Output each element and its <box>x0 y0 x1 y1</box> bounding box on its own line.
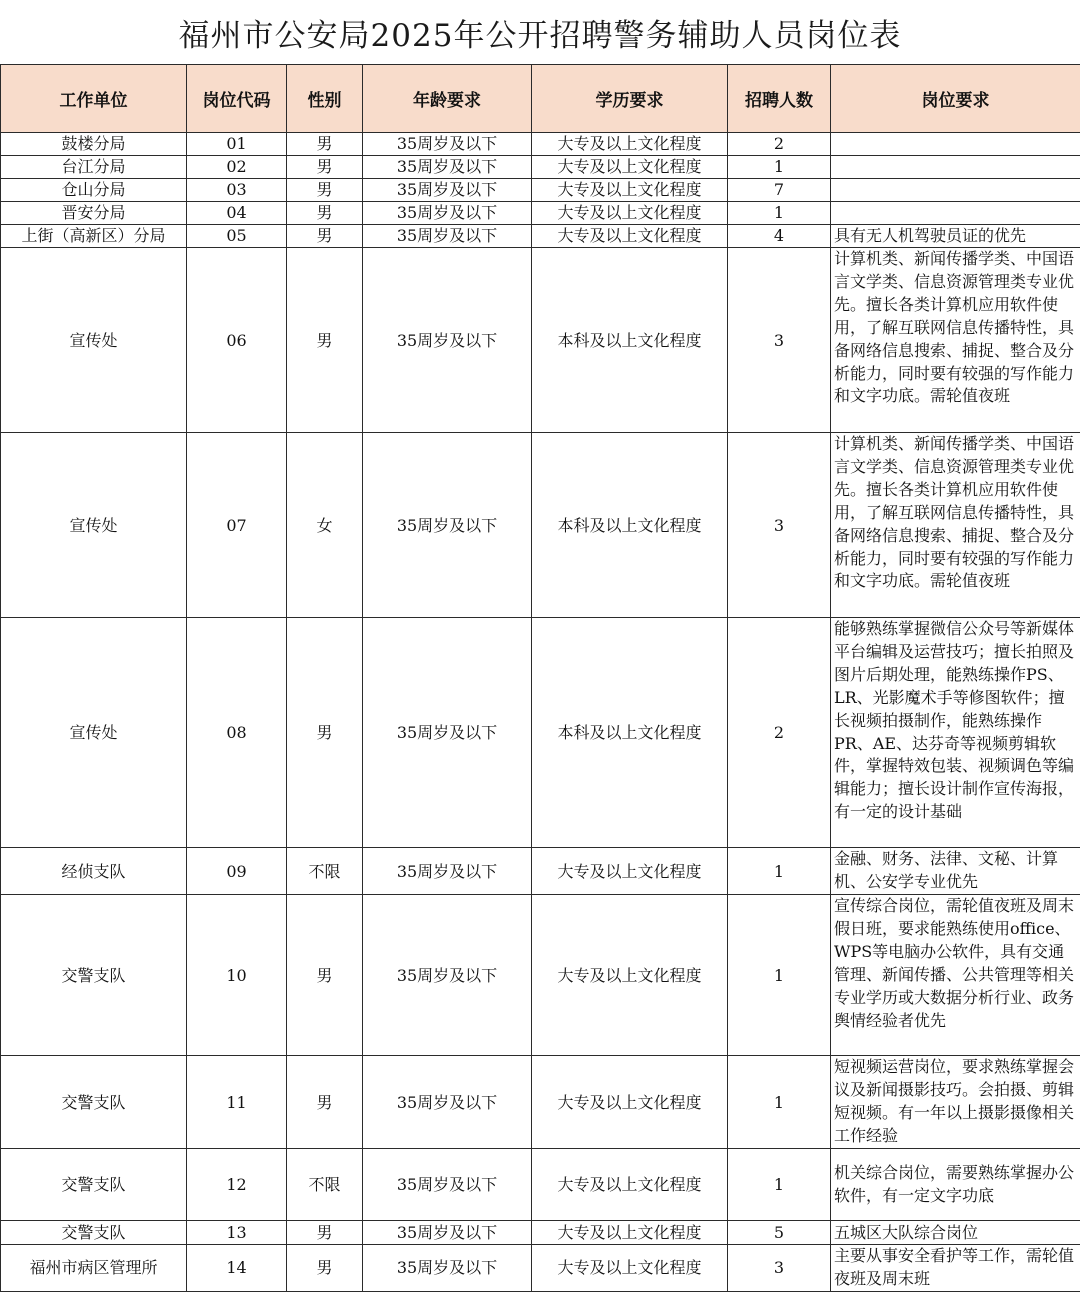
cell-requirements: 机关综合岗位，需要熟练掌握办公软件，有一定文字功底 <box>831 1149 1080 1221</box>
cell-gender: 男 <box>287 248 363 433</box>
cell-age: 35周岁及以下 <box>363 248 532 433</box>
cell-gender: 不限 <box>287 848 363 895</box>
cell-age: 35周岁及以下 <box>363 618 532 848</box>
table-header-row <box>1 65 1080 133</box>
cell-requirements: 具有无人机驾驶员证的优先 <box>831 225 1080 248</box>
cell-age: 35周岁及以下 <box>363 156 532 179</box>
positions-table <box>0 64 1080 1292</box>
cell-age: 35周岁及以下 <box>363 1149 532 1221</box>
cell-unit: 交警支队 <box>1 1221 187 1245</box>
cell-requirements: 计算机类、新闻传播学类、中国语言文学类、信息资源管理类专业优先。擅长各类计算机应用软件使用，了解互联网信息传播特性，具备网络信息搜索、捕捉、整合及分析能力，同时要有较强的写作能力和文字功底。需轮值夜班 <box>831 248 1080 433</box>
cell-requirements <box>831 133 1080 156</box>
cell-requirements: 短视频运营岗位，要求熟练掌握会议及新闻摄影技巧。会拍摄、剪辑短视频。有一年以上摄影摄像相关工作经验 <box>831 1056 1080 1149</box>
cell-age: 35周岁及以下 <box>363 202 532 225</box>
cell-count: 1 <box>728 848 831 895</box>
header-count: 招聘人数 <box>728 65 831 133</box>
cell-unit: 晋安分局 <box>1 202 187 225</box>
cell-gender: 男 <box>287 225 363 248</box>
cell-unit: 台江分局 <box>1 156 187 179</box>
cell-requirements <box>831 202 1080 225</box>
table-row <box>1 179 1080 202</box>
cell-count: 1 <box>728 156 831 179</box>
table-row <box>1 1245 1080 1292</box>
cell-count: 1 <box>728 202 831 225</box>
cell-education: 大专及以上文化程度 <box>532 225 728 248</box>
header-code: 岗位代码 <box>187 65 287 133</box>
table-row <box>1 618 1080 848</box>
cell-count: 2 <box>728 618 831 848</box>
cell-code: 10 <box>187 895 287 1056</box>
cell-unit: 宣传处 <box>1 433 187 618</box>
cell-education: 本科及以上文化程度 <box>532 433 728 618</box>
header-requirements: 岗位要求 <box>831 65 1080 133</box>
cell-unit: 交警支队 <box>1 1056 187 1149</box>
cell-count: 2 <box>728 133 831 156</box>
cell-unit: 鼓楼分局 <box>1 133 187 156</box>
cell-age: 35周岁及以下 <box>363 1245 532 1292</box>
cell-requirements: 五城区大队综合岗位 <box>831 1221 1080 1245</box>
cell-unit: 福州市病区管理所 <box>1 1245 187 1292</box>
cell-gender: 男 <box>287 179 363 202</box>
table-row <box>1 156 1080 179</box>
cell-code: 11 <box>187 1056 287 1149</box>
cell-unit: 宣传处 <box>1 248 187 433</box>
cell-education: 大专及以上文化程度 <box>532 1056 728 1149</box>
cell-age: 35周岁及以下 <box>363 1221 532 1245</box>
cell-code: 06 <box>187 248 287 433</box>
cell-gender: 男 <box>287 1245 363 1292</box>
cell-education: 大专及以上文化程度 <box>532 895 728 1056</box>
cell-code: 09 <box>187 848 287 895</box>
cell-count: 5 <box>728 1221 831 1245</box>
cell-education: 大专及以上文化程度 <box>532 202 728 225</box>
cell-unit: 交警支队 <box>1 1149 187 1221</box>
cell-age: 35周岁及以下 <box>363 225 532 248</box>
cell-age: 35周岁及以下 <box>363 433 532 618</box>
cell-education: 大专及以上文化程度 <box>532 848 728 895</box>
cell-code: 03 <box>187 179 287 202</box>
cell-count: 3 <box>728 1245 831 1292</box>
table-row <box>1 1221 1080 1245</box>
table-row <box>1 202 1080 225</box>
cell-requirements: 计算机类、新闻传播学类、中国语言文学类、信息资源管理类专业优先。擅长各类计算机应用软件使用，了解互联网信息传播特性，具备网络信息搜索、捕捉、整合及分析能力，同时要有较强的写作能力和文字功底。需轮值夜班 <box>831 433 1080 618</box>
cell-code: 01 <box>187 133 287 156</box>
cell-education: 本科及以上文化程度 <box>532 248 728 433</box>
header-unit: 工作单位 <box>1 65 187 133</box>
cell-unit: 仓山分局 <box>1 179 187 202</box>
cell-count: 1 <box>728 1056 831 1149</box>
cell-age: 35周岁及以下 <box>363 133 532 156</box>
cell-gender: 男 <box>287 1221 363 1245</box>
cell-requirements <box>831 179 1080 202</box>
cell-code: 05 <box>187 225 287 248</box>
cell-age: 35周岁及以下 <box>363 179 532 202</box>
cell-unit: 经侦支队 <box>1 848 187 895</box>
cell-education: 本科及以上文化程度 <box>532 618 728 848</box>
cell-gender: 男 <box>287 1056 363 1149</box>
cell-education: 大专及以上文化程度 <box>532 1221 728 1245</box>
cell-code: 13 <box>187 1221 287 1245</box>
cell-code: 08 <box>187 618 287 848</box>
header-age: 年龄要求 <box>363 65 532 133</box>
cell-count: 3 <box>728 433 831 618</box>
cell-gender: 男 <box>287 133 363 156</box>
cell-gender: 不限 <box>287 1149 363 1221</box>
cell-gender: 男 <box>287 156 363 179</box>
cell-requirements: 金融、财务、法律、文秘、计算机、公安学专业优先 <box>831 848 1080 895</box>
cell-requirements: 宣传综合岗位，需轮值夜班及周末假日班，要求能熟练使用office、WPS等电脑办公软件，具有交通管理、新闻传播、公共管理等相关专业学历或大数据分析行业、政务舆情经验者优先 <box>831 895 1080 1056</box>
cell-count: 4 <box>728 225 831 248</box>
table-row <box>1 433 1080 618</box>
cell-gender: 男 <box>287 618 363 848</box>
cell-education: 大专及以上文化程度 <box>532 1149 728 1221</box>
cell-count: 3 <box>728 248 831 433</box>
cell-gender: 男 <box>287 202 363 225</box>
table-row <box>1 1149 1080 1221</box>
cell-code: 04 <box>187 202 287 225</box>
cell-unit: 交警支队 <box>1 895 187 1056</box>
cell-requirements <box>831 156 1080 179</box>
table-row <box>1 225 1080 248</box>
cell-age: 35周岁及以下 <box>363 848 532 895</box>
cell-code: 07 <box>187 433 287 618</box>
cell-age: 35周岁及以下 <box>363 1056 532 1149</box>
cell-code: 12 <box>187 1149 287 1221</box>
cell-gender: 男 <box>287 895 363 1056</box>
cell-count: 1 <box>728 895 831 1056</box>
cell-unit: 上街（高新区）分局 <box>1 225 187 248</box>
header-education: 学历要求 <box>532 65 728 133</box>
cell-requirements: 能够熟练掌握微信公众号等新媒体平台编辑及运营技巧；擅长拍照及图片后期处理，能熟练操作PS、LR、光影魔术手等修图软件；擅长视频拍摄制作，能熟练操作PR、AE、达芬奇等视频剪辑软件，掌握特效包装、视频调色等编辑能力；擅长设计制作宣传海报，有一定的设计基础 <box>831 618 1080 848</box>
cell-education: 大专及以上文化程度 <box>532 179 728 202</box>
page-title: 福州市公安局2025年公开招聘警务辅助人员岗位表 <box>0 0 1080 64</box>
table-row <box>1 1056 1080 1149</box>
cell-count: 7 <box>728 179 831 202</box>
table-row <box>1 848 1080 895</box>
cell-code: 14 <box>187 1245 287 1292</box>
table-row <box>1 248 1080 433</box>
header-gender: 性别 <box>287 65 363 133</box>
cell-education: 大专及以上文化程度 <box>532 133 728 156</box>
cell-age: 35周岁及以下 <box>363 895 532 1056</box>
cell-gender: 女 <box>287 433 363 618</box>
cell-code: 02 <box>187 156 287 179</box>
cell-count: 1 <box>728 1149 831 1221</box>
cell-education: 大专及以上文化程度 <box>532 1245 728 1292</box>
cell-unit: 宣传处 <box>1 618 187 848</box>
table-row <box>1 133 1080 156</box>
cell-requirements: 主要从事安全看护等工作，需轮值夜班及周末班 <box>831 1245 1080 1292</box>
table-row <box>1 895 1080 1056</box>
cell-education: 大专及以上文化程度 <box>532 156 728 179</box>
